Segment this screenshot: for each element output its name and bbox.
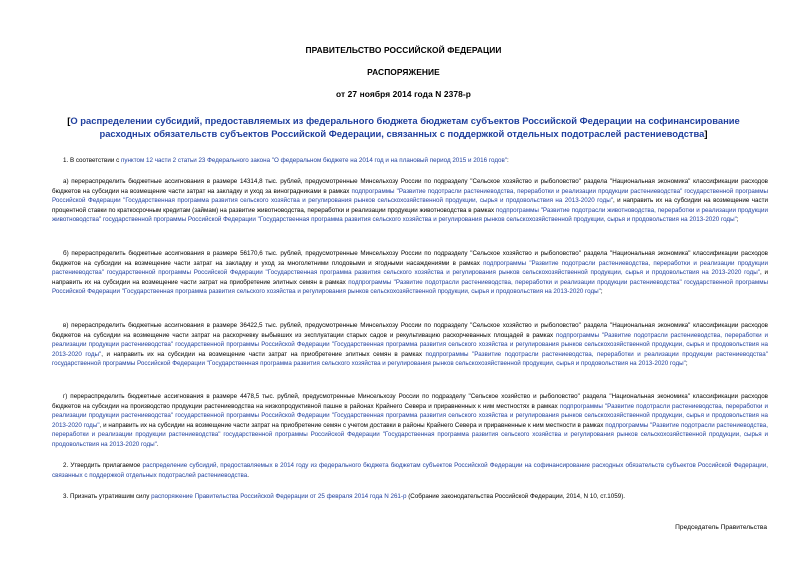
- paragraph-text: .: [247, 471, 249, 479]
- subprogram-link[interactable]: подпрограммы "Развитие подотрасли растениеводства, переработки и реализации продукции растениеводства" государственной программы Российской Федерации "Государственная программа развития сельского хозяйства и регулирования рынков сельскохозяйственной продукции, сырья и продовольствия на 2013-2020 годы": [52, 331, 769, 358]
- paragraph-text: ;: [685, 360, 688, 368]
- signer-title: Председатель Правительства: [675, 524, 767, 531]
- distribution-link[interactable]: распределение субсидий, предоставляемых в 2014 году из федерального бюджета бюджетам субъектов Российской Федерации на софинансирование расходных обязательств субъектов Российской Федерации, связанных с поддержкой отдельных подотраслей растениеводства: [52, 462, 769, 479]
- paragraph-text: :: [506, 157, 509, 164]
- title-link[interactable]: О распределении субсидий, предоставляемых из федерального бюджета бюджетам субъектов Российской Федерации на софинансирование расходных обязательств субъектов Российской Федерации, связанных с поддержкой отдельных подотраслей растениеводства: [70, 115, 740, 139]
- document-type: РАСПОРЯЖЕНИЕ: [367, 67, 440, 77]
- paragraph-text: ;: [736, 216, 739, 224]
- subprogram-link[interactable]: подпрограммы "Развитие подотрасли растениеводства, переработки и реализации продукции растениеводства" государственной программы Российской Федерации "Государственная программа развития сельского хозяйства и регулирования рынков сельскохозяйственной продукции, сырья и продовольствия на 2013-2020 годы": [52, 278, 768, 296]
- paragraph-text: б) перераспределить бюджетные ассигнования в размере 56170,6 тыс. рублей, предусмотренные Минсельхозу России по подразделу "Сельское хозяйство и рыболовство" раздела "Национальная экономика" классификации расходов бюджетов на субсидии на возмещение части затрат на закладку и уход за многолетними плодовыми и ягодными насаждениями в рамках: [52, 250, 768, 267]
- paragraph-text: г) перераспределить бюджетные ассигнования в размере 4478,5 тыс. рублей, предусмотренные Минсельхозу России по подразделу "Сельское хозяйство и рыболовство" раздела "Национальная экономика" классификации расходов бюджетов на субсидии на производство продукции растениеводства на низкопродуктивной пашне в районах Крайнего Севера и приравненных к ним местностях в рамках: [52, 393, 768, 410]
- repealed-order-link[interactable]: распоряжение Правительства Российской Федерации от 25 февраля 2014 года N 261-р: [151, 493, 407, 500]
- paragraph-text: 3. Признать утратившим силу: [63, 493, 152, 500]
- paragraph-text: 2. Утвердить прилагаемое: [63, 462, 143, 469]
- paragraph-2: [52, 461, 768, 480]
- paragraph-text: 1. В соответствии с: [63, 157, 121, 164]
- document-date-number: от 27 ноября 2014 года N 2378-р: [336, 89, 471, 99]
- government-header: ПРАВИТЕЛЬСТВО РОССИЙСКОЙ ФЕДЕРАЦИИ: [305, 45, 502, 55]
- subprogram-link[interactable]: подпрограммы "Развитие подотрасли животноводства, переработки и реализации продукции животноводства" государственной программы Российской Федерации "Государственная программа развития сельского хозяйства и регулирования рынков сельскохозяйственной продукции, сырья и продовольствия на 2013-2020 годы": [52, 206, 768, 224]
- subprogram-link[interactable]: подпрограммы "Развитие подотрасли растениеводства, переработки и реализации продукции растениеводства" государственной программы Российской Федерации "Государственная программа развития сельского хозяйства и регулирования рынков сельскохозяйственной продукции, сырья и продовольствия на 2013-2020 годы": [52, 350, 768, 368]
- paragraph-text: а) перераспределить бюджетные ассигнования в размере 14314,8 тыс. рублей, предусмотренные Минсельхозу России по подразделу "Сельское хозяйство и рыболовство" раздела "Национальная экономика" классификации расходов бюджетов на субсидии на возмещение части затрат на закладку и уход за виноградниками в рамках: [52, 178, 768, 195]
- paragraph-b: [52, 249, 768, 297]
- paragraph-text: (Собрание законодательства Российской Федерации, 2014, N 10, ст.1059).: [406, 493, 626, 500]
- subprogram-link[interactable]: подпрограммы "Развитие подотрасли растениеводства, переработки и реализации продукции растениеводства" государственной программы Российской Федерации "Государственная программа развития сельского хозяйства и регулирования рынков сельскохозяйственной продукции, сырья и продовольствия на 2013-2020 годы": [52, 421, 768, 448]
- title-open-bracket: [: [67, 115, 71, 126]
- paragraph-1: [52, 156, 768, 166]
- document-title: [60, 114, 747, 140]
- paragraph-g: [52, 392, 768, 450]
- paragraph-3: [52, 492, 768, 502]
- paragraph-text: , и направить их на субсидии на возмещение части затрат на приобретение элитных семян в рамках: [52, 269, 768, 286]
- subprogram-link[interactable]: подпрограммы "Развитие подотрасли растениеводства, переработки и реализации продукции растениеводства" государственной программы Российской Федерации "Государственная программа развития сельского хозяйства и регулирования рынков сельскохозяйственной продукции, сырья и продовольствия на 2013-2020 годы": [52, 402, 768, 429]
- paragraph-text: в) перераспределить бюджетные ассигнования в размере 36422,5 тыс. рублей, предусмотренные Минсельхозу России по подразделу "Сельское хозяйство и рыболовство" раздела "Национальная экономика" классификации расходов бюджетов на субсидии на возмещение части затрат на раскорчевку выбывших из эксплуатации старых садов и рекультивацию раскорчеванных площадей в рамках: [52, 322, 768, 339]
- subprogram-link[interactable]: подпрограммы "Развитие подотрасли растениеводства, переработки и реализации продукции растениеводства" государственной программы Российской Федерации "Государственная программа развития сельского хозяйства и регулирования рынков сельскохозяйственной продукции, сырья и продовольствия на 2013-2020 годы": [52, 259, 768, 277]
- paragraph-text: ;: [600, 288, 603, 296]
- paragraph-text: , и направить их на субсидии на возмещение части процентной ставки по краткосрочным кредитам (займам) на развитие животноводства, переработки и реализации продукции животноводства в рамках: [52, 197, 768, 214]
- law-link[interactable]: пунктом 12 части 2 статьи 23 Федерального закона "О федеральном бюджете на 2014 год и на плановый период 2015 и 2016 годов": [120, 157, 507, 164]
- paragraph-v: [52, 321, 768, 369]
- paragraph-a: [52, 177, 768, 225]
- title-close-bracket: ]: [704, 128, 708, 139]
- paragraph-text: .: [156, 440, 159, 448]
- paragraph-text: , и направить их на субсидии на возмещение части затрат на приобретение элитных семян в рамках: [101, 350, 426, 358]
- paragraph-text: , и направить их на субсидии на возмещение части затрат на приобретение семян с учетом доставки в районы Крайнего Севера и приравненные к ним местности в рамках: [99, 421, 606, 429]
- subprogram-link[interactable]: подпрограммы "Развитие подотрасли растениеводства, переработки и реализации продукции растениеводства" государственной программы Российской Федерации "Государственная программа развития сельского хозяйства и регулирования рынков сельскохозяйственной продукции, сырья и продовольствия на 2013-2020 годы": [52, 187, 768, 205]
